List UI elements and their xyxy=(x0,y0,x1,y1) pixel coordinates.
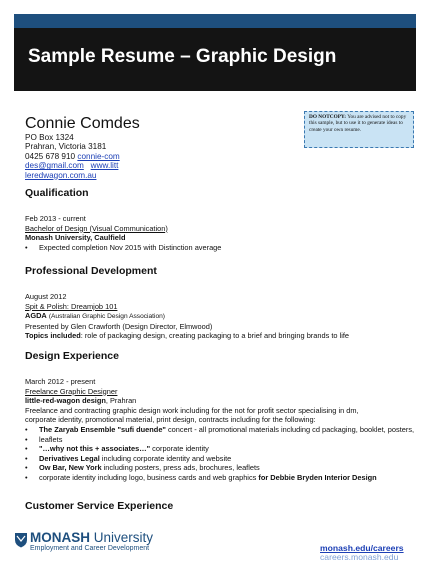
development-topics-label: Topics included xyxy=(25,331,81,341)
experience-bullet xyxy=(25,454,415,464)
bullet-text: corporate identity including logo, business cards and web graphics xyxy=(39,472,259,482)
address-line-1: PO Box 1324 xyxy=(25,133,74,142)
candidate-name: Connie Comdes xyxy=(25,115,140,132)
do-not-copy-notice xyxy=(304,111,414,148)
bullet-text: including posters, press ads, brochures, leaflets xyxy=(101,463,260,473)
qualification-bullet: • Expected completion Nov 2015 with Distinction average xyxy=(25,243,415,253)
experience-company-location: , Prahran xyxy=(105,396,137,406)
development-date: August 2012 xyxy=(25,292,67,301)
experience-bullet-continuation xyxy=(25,435,415,445)
footer-careers-link[interactable]: monash.edu/careers xyxy=(320,543,404,553)
development-topics-text: : role of packaging design, creating packaging to a brief and bringing brands to life xyxy=(80,331,350,341)
bullet-bold: The Zaryab Ensemble "sufi duende" xyxy=(39,424,166,434)
section-heading-customer-service: Customer Service Experience xyxy=(25,500,174,512)
qualification-block xyxy=(25,214,415,252)
experience-bullet xyxy=(25,444,415,454)
section-heading-qualification: Qualification xyxy=(25,187,89,199)
qualification-date: Feb 2013 - current xyxy=(25,214,86,223)
monash-wordmark-rest: University xyxy=(90,530,154,545)
phone-email-line xyxy=(25,152,175,161)
qualification-institution: Monash University, Caulfield xyxy=(25,233,126,243)
qualification-degree: Bachelor of Design (Visual Communication) xyxy=(25,223,168,233)
section-heading-experience: Design Experience xyxy=(25,350,119,362)
email-link-part1[interactable]: connie-com xyxy=(77,151,120,161)
experience-bullet xyxy=(25,425,415,435)
website-link-part1[interactable]: www.litt xyxy=(90,161,119,171)
experience-role: Freelance Graphic Designer xyxy=(25,386,118,396)
development-org-name: AGDA xyxy=(25,311,47,321)
experience-company xyxy=(25,396,415,406)
experience-bullet xyxy=(25,463,415,473)
monash-shield-icon xyxy=(14,532,28,548)
contact-details xyxy=(25,133,175,180)
bullet-bold: "…why not this + associates…" xyxy=(39,444,151,454)
experience-description-line-2: corporate identity, promotional material, print design, contracts including for the following: xyxy=(25,415,316,425)
bullet-bold: Ow Bar, New York xyxy=(39,463,102,473)
bullet-text: concert - all promotional materials including cd packaging, booklet, posters, xyxy=(165,424,415,434)
address-line-2: Prahran, Victoria 3181 xyxy=(25,142,107,152)
experience-description-line-1: Freelance and contracting graphic design work including for the not for profit sector specialising in dm, xyxy=(25,405,359,415)
development-block xyxy=(25,292,415,341)
email-website-line xyxy=(25,161,175,170)
development-org-full: (Australian Graphic Design Association) xyxy=(48,313,166,321)
development-topics xyxy=(25,331,415,341)
website-link-part2[interactable]: leredwagon.com.au xyxy=(25,170,97,180)
development-org xyxy=(25,311,415,322)
monash-wordmark-bold: MONASH xyxy=(30,530,90,545)
email-link-part2[interactable]: des@gmail.com xyxy=(25,161,84,171)
experience-block xyxy=(25,377,415,483)
monash-department: Employment and Career Development xyxy=(30,545,150,552)
bullet-text: corporate identity xyxy=(150,444,209,454)
bullet-text: leaflets xyxy=(39,434,63,444)
experience-date: March 2012 - present xyxy=(25,377,96,386)
monash-wordmark xyxy=(30,530,153,545)
phone-number: 0425 678 910 xyxy=(25,151,76,161)
development-presenter: Presented by Glen Crawforth (Design Director, Elmwood) xyxy=(25,321,213,331)
notice-text: You are advised not to copy this sample, but to use it to generate ideas to create your own resume. xyxy=(309,114,407,133)
section-heading-development: Professional Development xyxy=(25,265,157,277)
experience-bullet xyxy=(25,473,415,483)
bullet-bold: Derivatives Legal xyxy=(39,453,100,463)
header-accent-stripe xyxy=(14,14,416,28)
development-event: Spit & Polish: Dreamjob 101 xyxy=(25,301,118,311)
experience-bullet-list xyxy=(25,425,415,483)
experience-company-name: little-red-wagon design xyxy=(25,396,106,406)
notice-bold-label: DO NOTCOPY: xyxy=(309,114,347,120)
bullet-bold-tail: for Debbie Bryden Interior Design xyxy=(258,472,377,482)
footer-careers-link-ghost: careers.monash.edu xyxy=(320,552,399,562)
bullet-text: including corporate identity and website xyxy=(99,453,232,463)
page-title: Sample Resume – Graphic Design xyxy=(28,46,337,67)
